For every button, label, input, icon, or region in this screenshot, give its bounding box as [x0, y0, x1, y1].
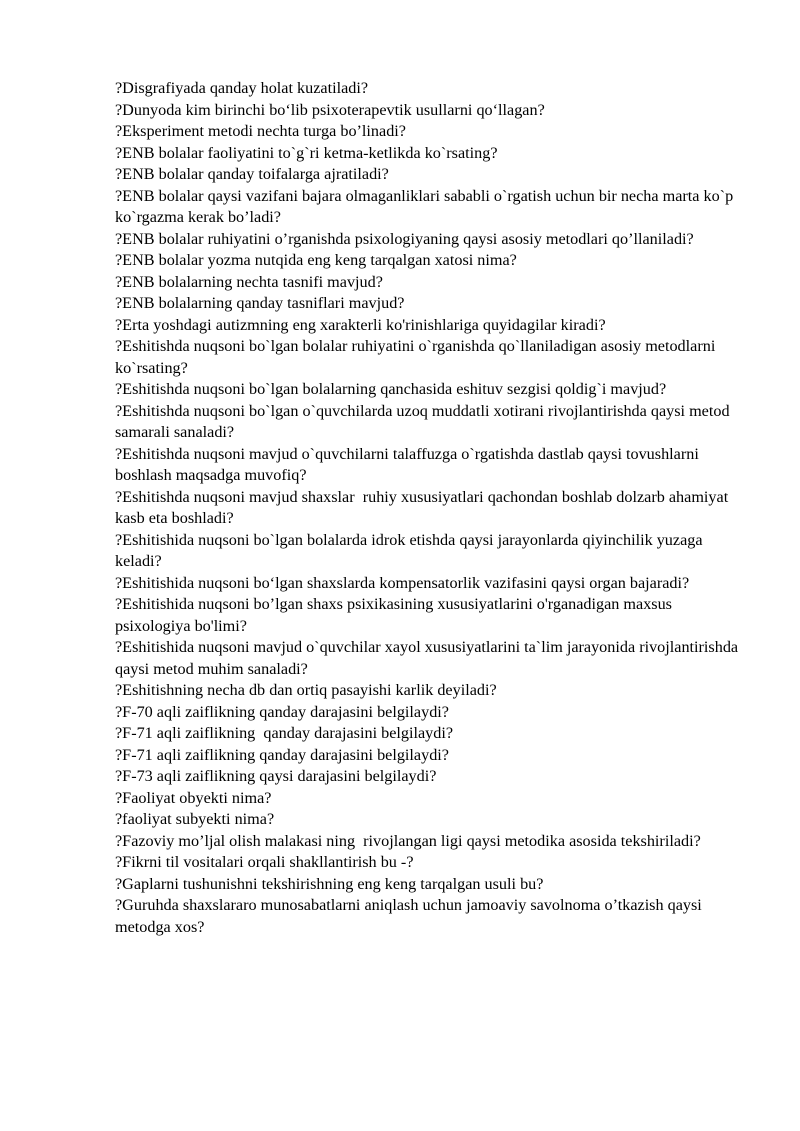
question-line: ?F-71 aqli zaiflikning qanday darajasini belgilaydi?: [115, 724, 454, 742]
question-line: ?Fikrni til vositalari orqali shakllantirish bu -?: [115, 853, 414, 871]
question-line: ?Eshitishda nuqsoni mavjud shaxslar ruhiy xususiyatlari qachondan boshlab dolzarb ahamiyat kasb eta boshladi?: [115, 487, 733, 527]
question-line: ?Eshitishida nuqsoni bo’lgan shaxs psixikasining xususiyatlarini o'rganadigan maxsus psixologiya bo'limi?: [115, 595, 677, 635]
question-line: ?Eksperiment metodi nechta turga bo’linadi?: [115, 122, 406, 140]
document-page: [115, 78, 745, 938]
question-line: ?Disgrafiyada qanday holat kuzatiladi?: [115, 79, 369, 97]
question-line: ?Eshitishning necha db dan ortiq pasayishi karlik deyiladi?: [115, 681, 497, 699]
question-line: ?ENB bolalar qaysi vazifani bajara olmaganliklari sababli o`rgatish uchun bir necha marta ko`p ko`rgazma kerak bo’ladi?: [115, 186, 738, 226]
question-line: ?F-73 aqli zaiflikning qaysi darajasini belgilaydi?: [115, 767, 437, 785]
question-line: ?Guruhda shaxslararo munosabatlarni aniqlash uchun jamoaviy savolnoma o’tkazish qaysi metodga xos?: [115, 896, 706, 936]
question-line: ?Eshitishda nuqsoni bo`lgan bolalar ruhiyatini o`rganishda qo`llaniladigan asosiy metodlarni ko`rsating?: [115, 337, 720, 377]
question-line: ?Faoliyat obyekti nima?: [115, 788, 272, 807]
question-line: ?ENB bolalar faoliyatini to`g`ri ketma-ketlikda ko`rsating?: [115, 143, 498, 162]
question-line: ?Eshitishda nuqsoni mavjud o`quvchilarni talaffuzga o`rgatishda dastlab qaysi tovushlarni boshlash maqsadga muvofiq?: [115, 444, 703, 484]
question-line: ?Eshitishida nuqsoni bo`lgan bolalarda idrok etishda qaysi jarayonlarda qiyinchilik yuzaga keladi?: [115, 530, 707, 570]
question-line: ?Fazoviy mo’ljal olish malakasi ning rivojlangan ligi qaysi metodika asosida tekshiriladi?: [115, 831, 701, 850]
question-line: ?Eshitishida nuqsoni bo‘lgan shaxslarda kompensatorlik vazifasini qaysi organ bajaradi?: [115, 573, 690, 592]
question-line: ?Erta yoshdagi autizmning eng xarakterli ko'rinishlariga quyidagilar kiradi?: [115, 315, 606, 334]
question-line: ?ENB bolalarning qanday tasniflari mavjud?: [115, 294, 405, 312]
question-line: ?Eshitishda nuqsoni bo`lgan o`quvchilarda uzoq muddatli xotirani rivojlantirishda qaysi metod samarali sanaladi?: [115, 401, 734, 441]
question-line: ?Gaplarni tushunishni tekshirishning eng keng tarqalgan usuli bu?: [115, 874, 544, 893]
question-line: ?Dunyoda kim birinchi bo‘lib psixoterapevtik usullarni qo‘llagan?: [115, 100, 545, 119]
question-line: ?Eshitishda nuqsoni bo`lgan bolalarning qanchasida eshituv sezgisi qoldig`i mavjud?: [115, 380, 667, 398]
question-line: ?ENB bolalar yozma nutqida eng keng tarqalgan xatosi nima?: [115, 251, 517, 269]
question-line: ?ENB bolalarning nechta tasnifi mavjud?: [115, 272, 383, 291]
question-line: ?ENB bolalar qanday toifalarga ajratiladi?: [115, 165, 389, 183]
question-line: ?ENB bolalar ruhiyatini o’rganishda psixologiyaning qaysi asosiy metodlari qo’llaniladi?: [115, 229, 694, 248]
question-line: ?F-70 aqli zaiflikning qanday darajasini belgilaydi?: [115, 702, 449, 721]
question-line: ?F-71 aqli zaiflikning qanday darajasini belgilaydi?: [115, 745, 449, 764]
question-line: ?Eshitishida nuqsoni mavjud o`quvchilar xayol xususiyatlarini ta`lim jarayonida rivojlantirishda qaysi metod muhim sanaladi?: [115, 638, 743, 678]
question-line: ?faoliyat subyekti nima?: [115, 810, 275, 828]
